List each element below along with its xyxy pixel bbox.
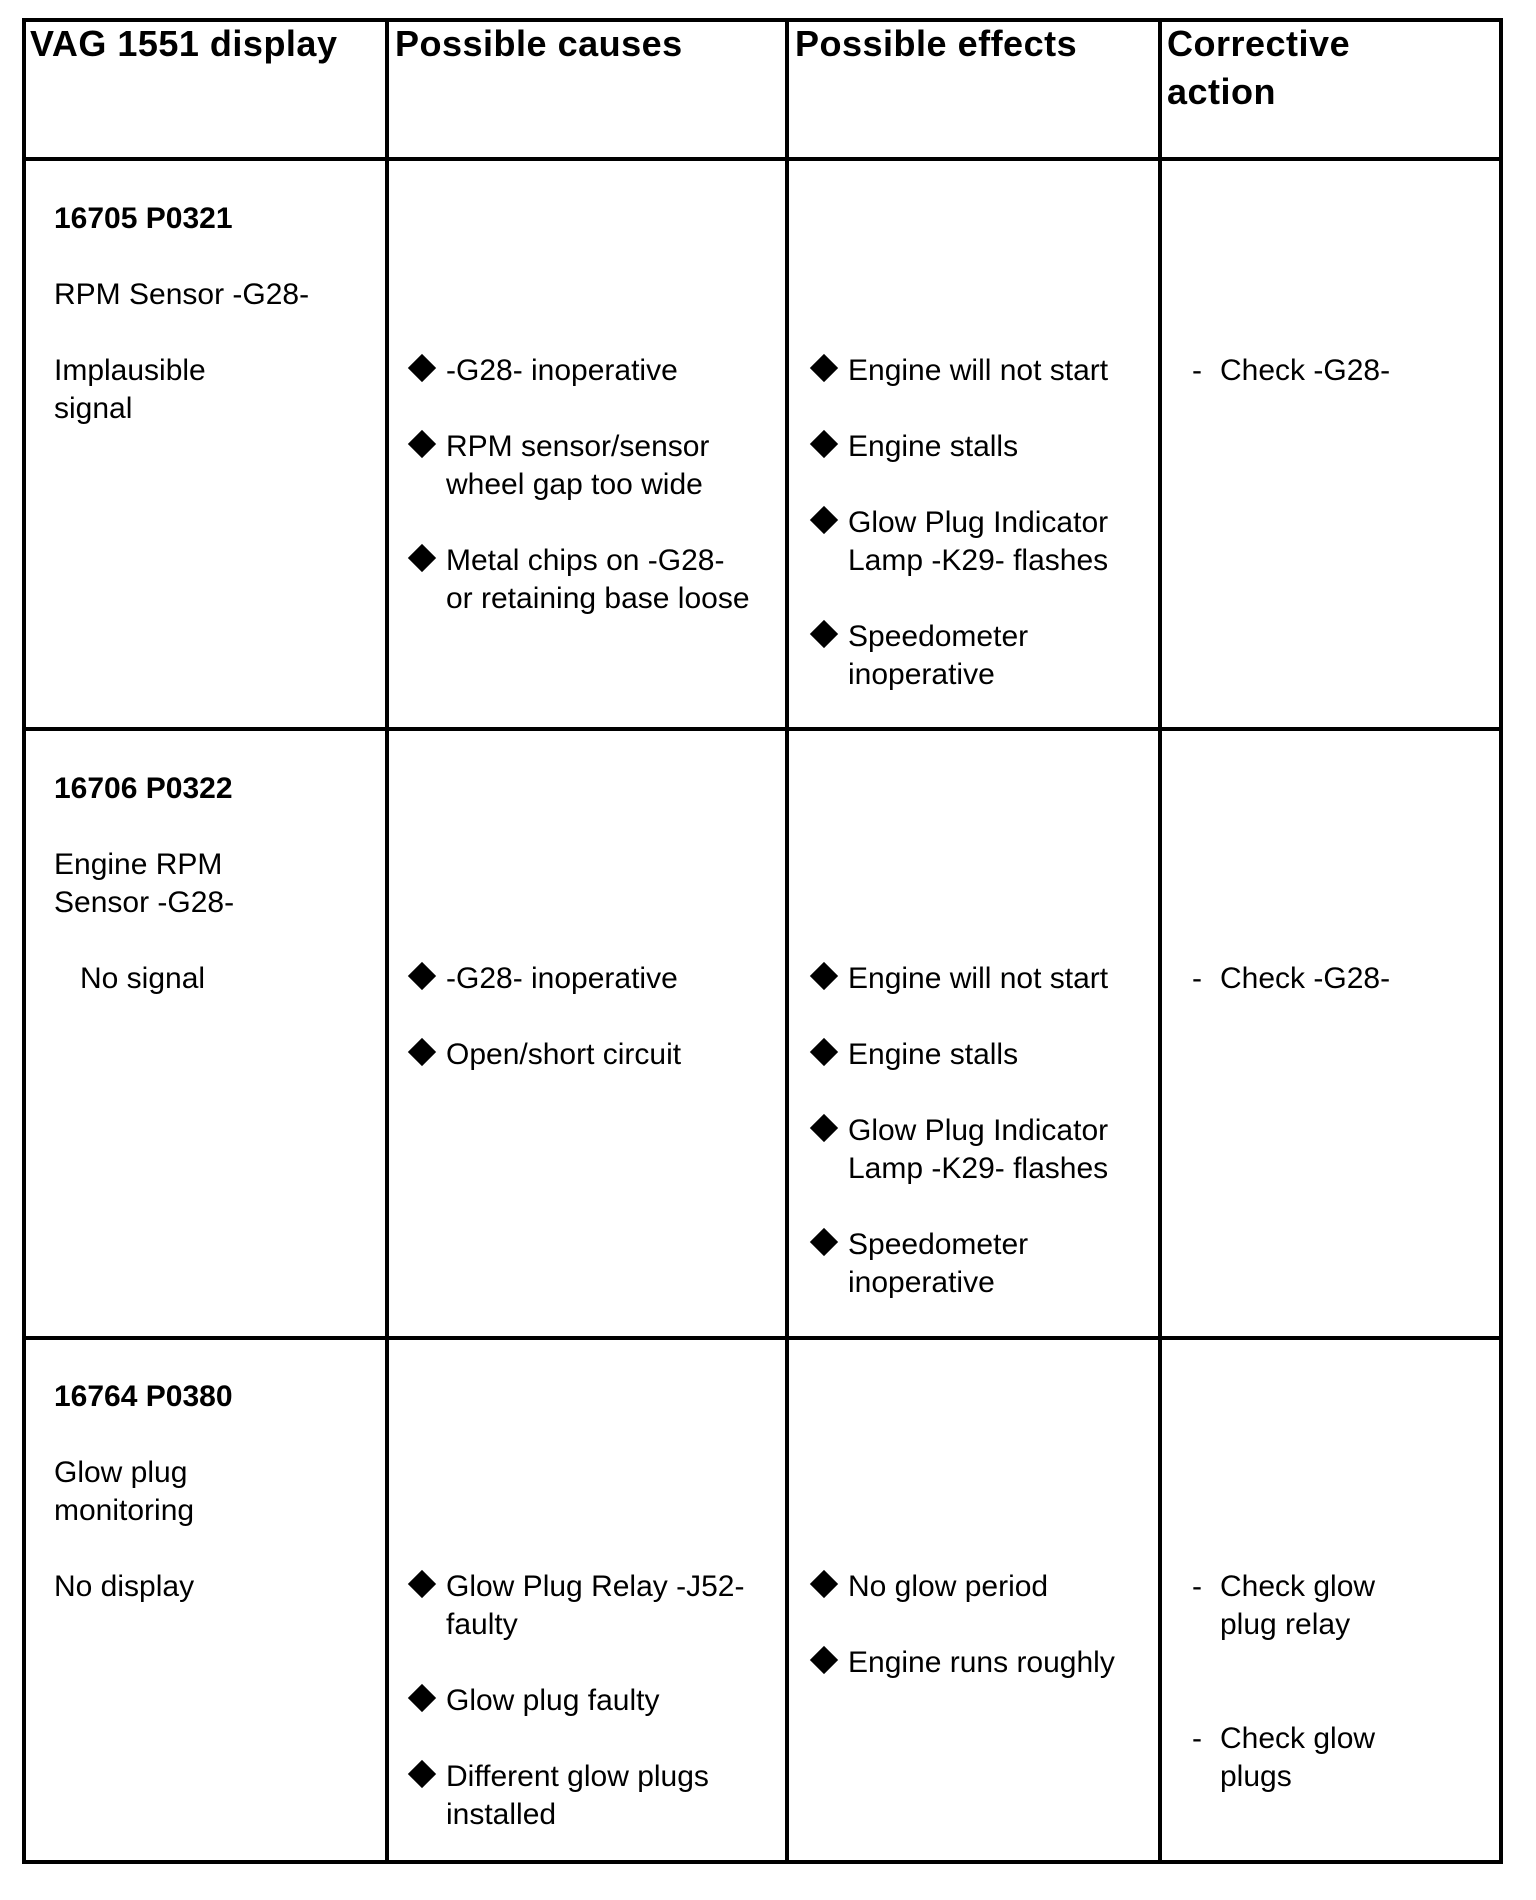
fault-code: 16764 P0380 [54, 1380, 233, 1413]
component-name: monitoring [54, 1494, 195, 1527]
column-divider [1158, 18, 1162, 1864]
column-divider [385, 18, 389, 1864]
header-effects: Possible effects [795, 23, 1078, 64]
row-divider [22, 157, 1503, 161]
fault-status: Implausible [54, 354, 206, 387]
component-name: Sensor -G28- [54, 886, 235, 919]
fault-status: No display [54, 1570, 195, 1603]
header-action-line2: action [1167, 71, 1277, 112]
fault-code: 16706 P0322 [54, 772, 233, 805]
row-divider [22, 1336, 1503, 1340]
header-action-line1: Corrective [1167, 23, 1351, 64]
fault-status: signal [54, 392, 133, 425]
fault-status: No signal [80, 962, 206, 995]
component-name: RPM Sensor -G28- [54, 278, 310, 311]
header-display: VAG 1551 display [30, 23, 338, 64]
column-divider [785, 18, 789, 1864]
component-name: Glow plug [54, 1456, 188, 1489]
component-name: Engine RPM [54, 848, 223, 881]
fault-code: 16705 P0321 [54, 202, 233, 235]
row-divider [22, 727, 1503, 731]
fault-code-table-page: VAG 1551 display Possible causes Possible effects Corrective action 16705 P0321 RPM Sensor -G28- Implausible signal -G28- inoperative RPM sensor/sensor wheel gap too wide Metal chips on -G28- or retaining base loose Engine will not start Engine stalls Glow Plug Indicator Lamp -K29- flashes Speedometer inoperative - Check -G28- 16706 P0322 Engine RPM Sensor -G28- No signal -G28- inoperative Open/short circuit Engine will not start Engine stalls Glow Plug Indicator Lamp -K29- flashes Speedometer inoperative - Check -G28- 16764 P0380 Glow plug monitoring No display Glow Plug Relay -J52- faulty Glow plug faulty Different glow plugs installed No glow period Engine runs roughly - Check glow plug relay - Check glow plugs [0, 0, 1536, 1900]
header-causes: Possible causes [395, 23, 683, 64]
